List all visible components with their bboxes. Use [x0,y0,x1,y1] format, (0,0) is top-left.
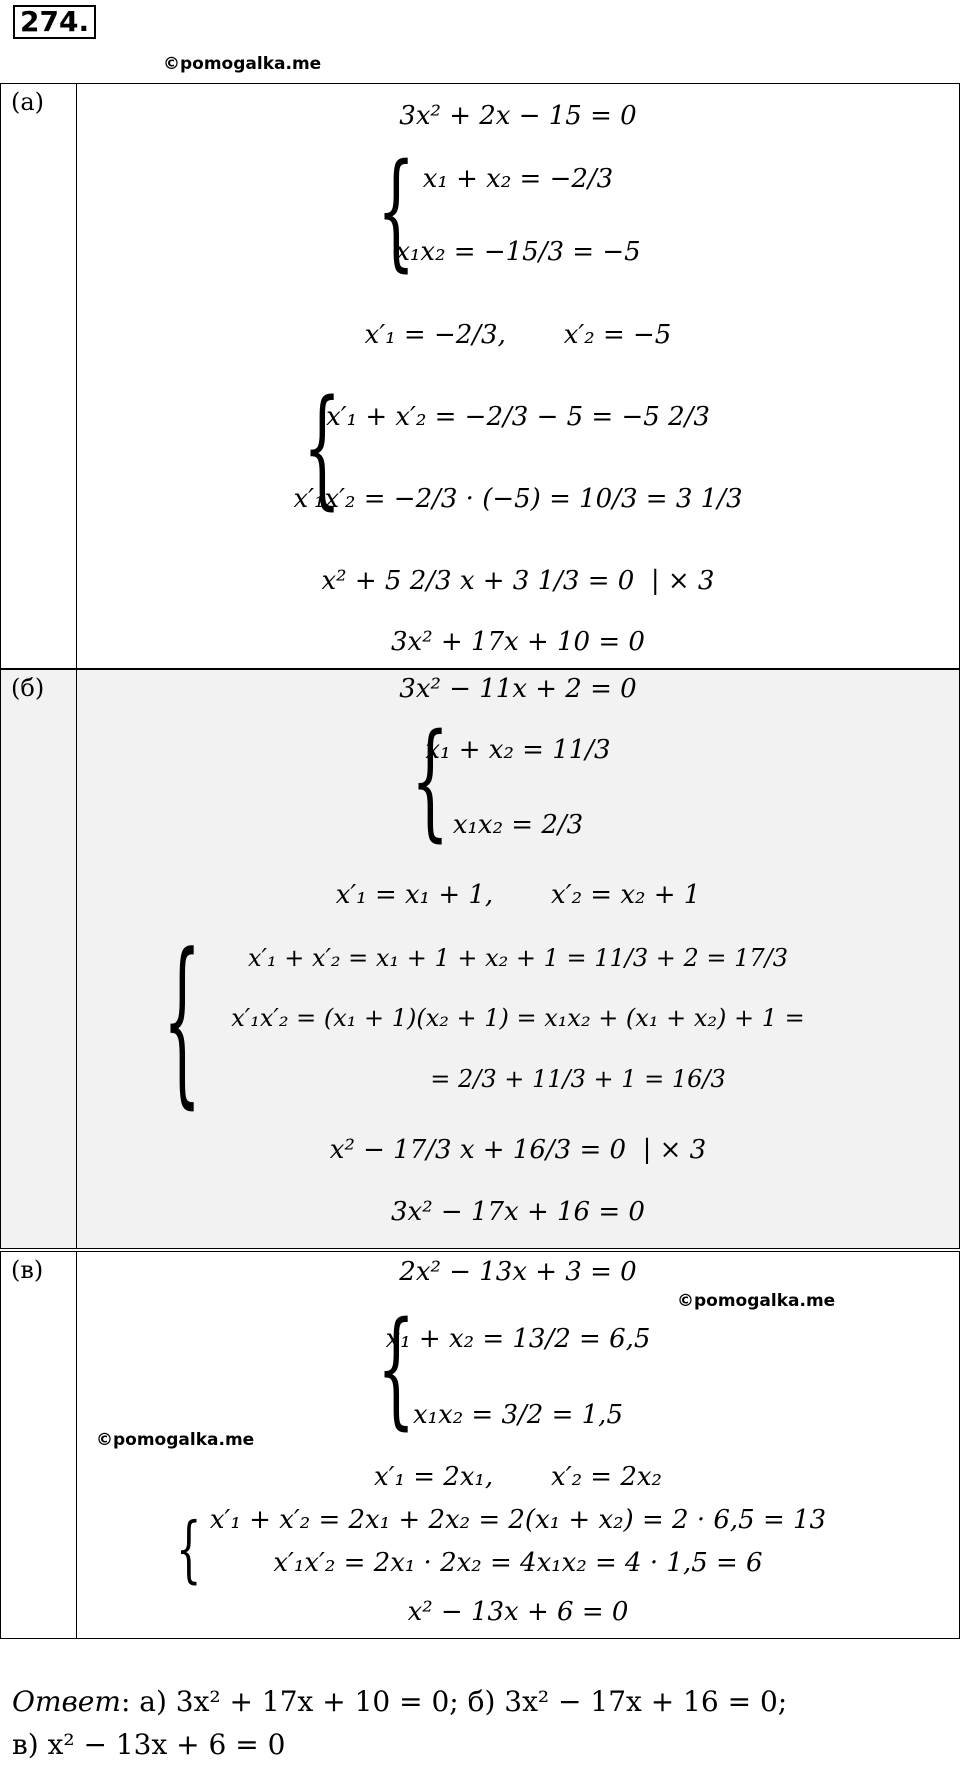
part-a-cell [0,83,960,669]
watermark: ©pomogalka.me [96,1430,255,1450]
problem-number: 274. [13,5,96,39]
brace-icon: { [411,708,450,856]
brace-icon: { [163,917,202,1127]
watermark: ©pomogalka.me [677,1291,836,1311]
equation-line: x₁ + x₂ = −2/3 [422,164,614,194]
equation-line: x₁x₂ = −15/3 = −5 [395,237,641,267]
brace-icon: { [303,373,342,524]
equation-line: x′₁ = 2x₁, x′₂ = 2x₂ [374,1462,662,1492]
answer-text: : а) 3x² + 17x + 10 = 0; б) 3x² − 17x + 16 = 0; [120,1685,788,1718]
part-b-cell [0,669,960,1249]
equation-line: x′₁ = −2/3, x′₂ = −5 [364,320,672,350]
equation-line: 3x² − 11x + 2 = 0 [399,674,637,704]
equation-line: x² + 5 2/3 x + 3 1/3 = 0 | × 3 [321,566,715,596]
part-b-label: (б) [1,670,77,1248]
part-a-label: (а) [1,84,77,668]
equation-line: x² − 17/3 x + 16/3 = 0 | × 3 [329,1135,707,1165]
equation-line: x₁ + x₂ = 13/2 = 6,5 [385,1324,651,1354]
equation-line: x′₁x′₂ = (x₁ + 1)(x₂ + 1) = x₁x₂ + (x₁ + x₂) + 1 = [231,1004,805,1032]
answer-line-1 [12,1685,787,1718]
part-b-body [77,670,959,1248]
equation-line: 3x² − 17x + 16 = 0 [391,1197,645,1227]
equation-line: x′₁ + x′₂ = x₁ + 1 + x₂ + 1 = 11/3 + 2 = 17/3 [247,944,789,972]
equation-line: 3x² + 17x + 10 = 0 [391,627,645,657]
equation-line: x₁ + x₂ = 11/3 [425,735,611,765]
equation-line: x′₁x′₂ = −2/3 · (−5) = 10/3 = 3 1/3 [293,484,743,514]
part-a-body [77,84,959,668]
equation-line: x′₁ + x′₂ = −2/3 − 5 = −5 2/3 [326,402,710,432]
equation-line: x² − 13x + 6 = 0 [407,1597,629,1627]
answer-prefix: Ответ [12,1685,121,1718]
brace-icon: { [377,1296,416,1444]
equation-line: = 2/3 + 11/3 + 1 = 16/3 [430,1065,726,1093]
equation-line: 3x² + 2x − 15 = 0 [399,101,637,131]
equation-line: x₁x₂ = 3/2 = 1,5 [413,1400,623,1430]
equation-line: 2x² − 13x + 3 = 0 [399,1257,637,1287]
part-c-label: (в) [1,1252,77,1638]
brace-icon: { [377,138,416,286]
watermark: ©pomogalka.me [163,54,322,74]
answer-line-2: в) x² − 13x + 6 = 0 [12,1728,286,1761]
equation-line: x′₁ = x₁ + 1, x′₂ = x₂ + 1 [335,880,701,910]
equation-line: x′₁ + x′₂ = 2x₁ + 2x₂ = 2(x₁ + x₂) = 2 · 6,5 = 13 [209,1505,827,1535]
equation-line: x₁x₂ = 2/3 [452,810,584,840]
equation-line: x′₁x′₂ = 2x₁ · 2x₂ = 4x₁x₂ = 4 · 1,5 = 6 [273,1548,763,1578]
brace-icon: { [176,1508,202,1592]
